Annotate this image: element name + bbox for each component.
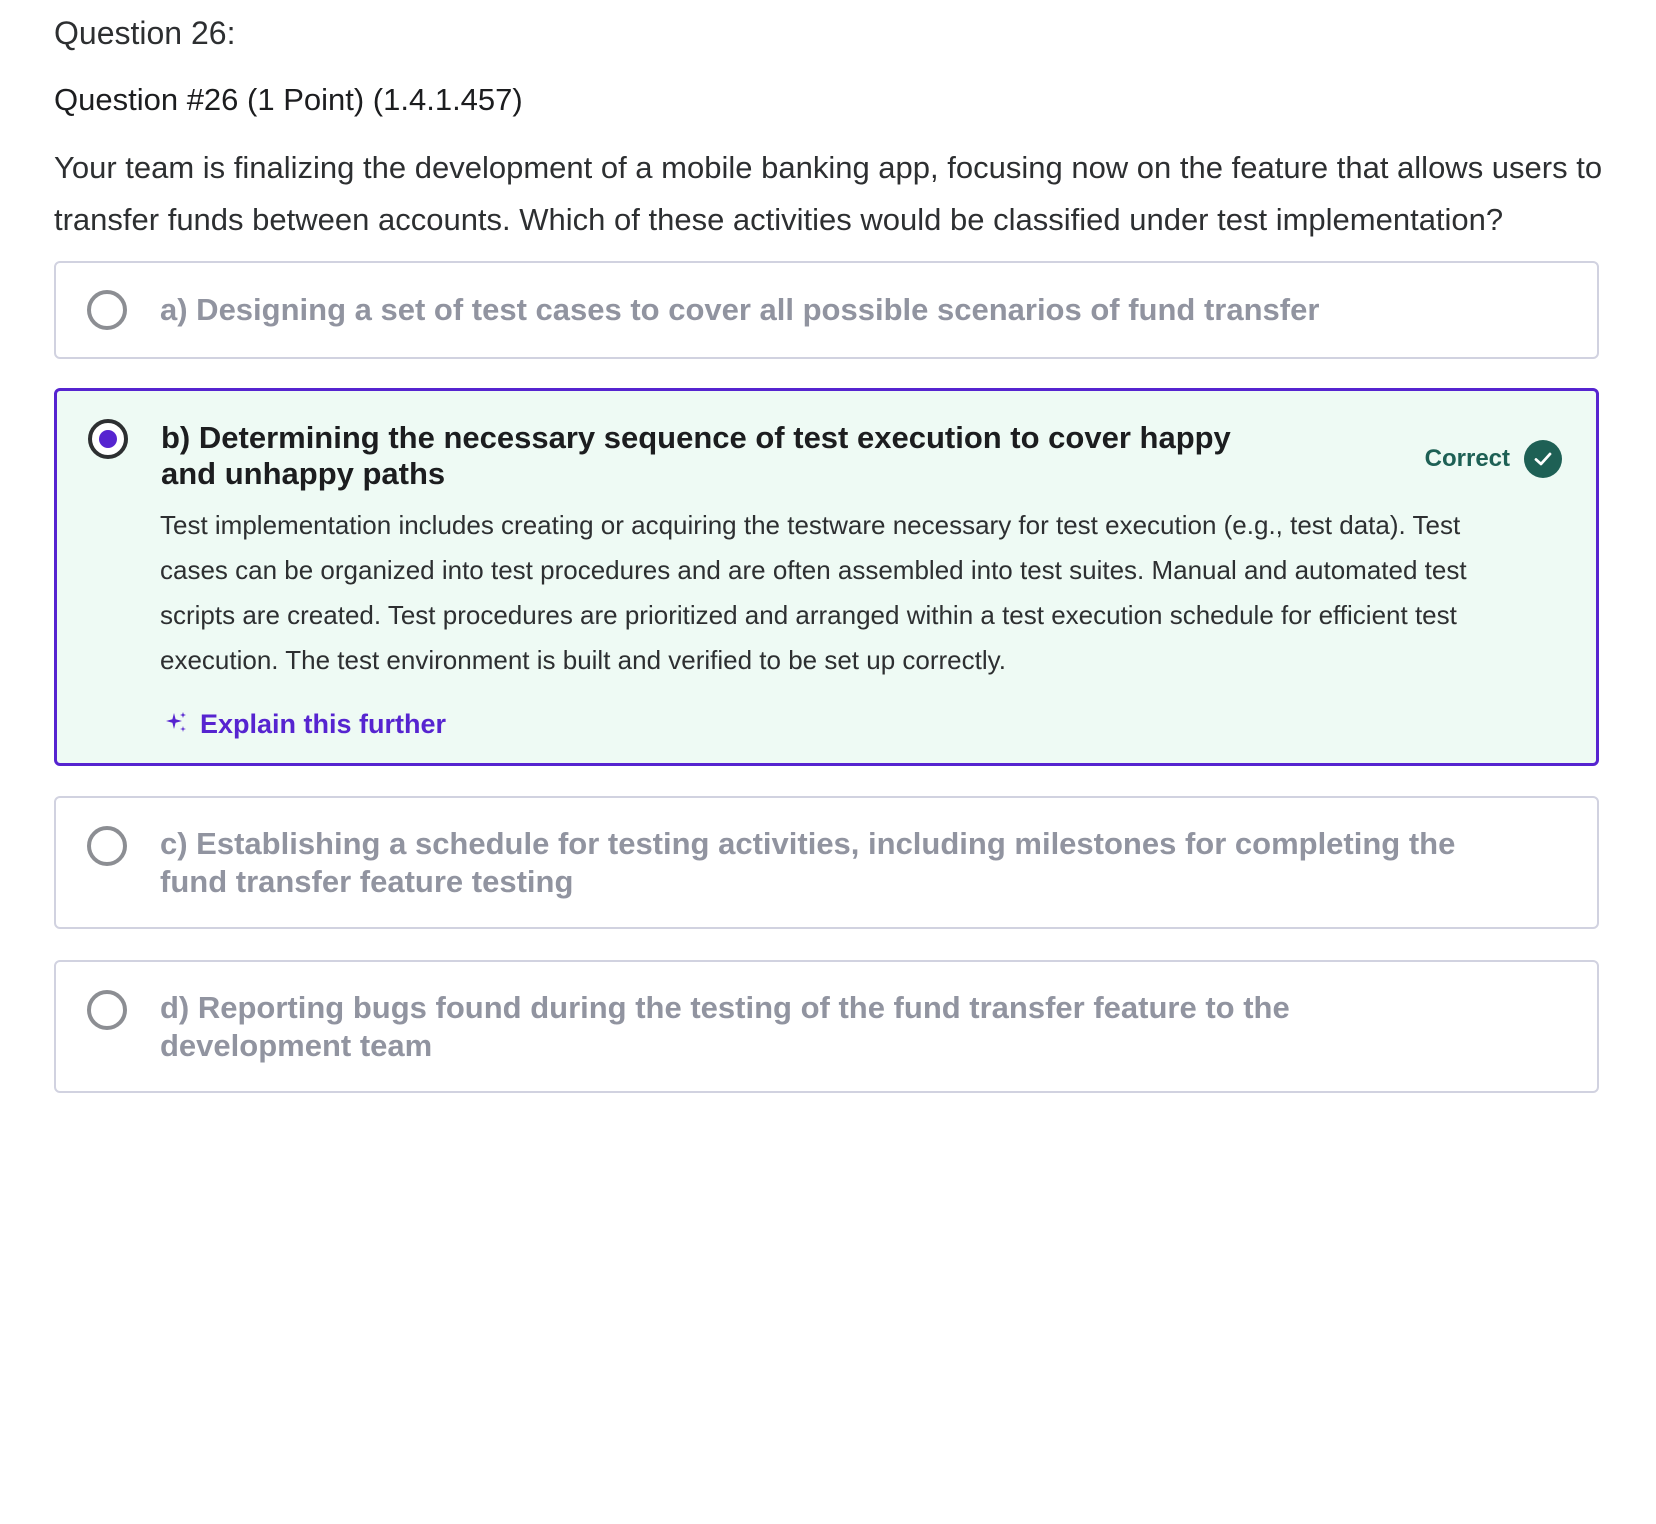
explain-further-label: Explain this further	[200, 709, 447, 739]
radio-selected-dot	[99, 430, 117, 448]
correct-label: Correct	[1424, 445, 1510, 472]
answer-option-d[interactable]	[54, 960, 1599, 1093]
correct-indicator	[1425, 440, 1562, 478]
radio-button-b[interactable]	[88, 419, 128, 459]
answer-option-c-text: c) Establishing a schedule for testing activities, including milestones for completing the fund transfer feature testing	[160, 826, 1456, 899]
question-prompt: Your team is finalizing the development of a mobile banking app, focusing now on the feature that allows users to transfer funds between accounts. Which of these activities would be classified under test implementation?	[54, 150, 1603, 237]
sparkle-icon	[164, 710, 188, 739]
answer-option-b[interactable]	[54, 388, 1599, 766]
radio-button-a[interactable]	[87, 290, 127, 330]
answer-option-d-text: d) Reporting bugs found during the testing of the fund transfer feature to the development team	[160, 990, 1290, 1063]
check-circle-icon	[1524, 440, 1562, 478]
question-header: Question #26 (1 Point) (1.4.1.457)	[54, 82, 523, 117]
answer-option-c[interactable]	[54, 796, 1599, 929]
answer-option-b-text: b) Determining the necessary sequence of test execution to cover happy and unhappy paths	[161, 420, 1231, 491]
answer-explanation: Test implementation includes creating or acquiring the testware necessary for test execution (e.g., test data). Test cases can be organized into test procedures and are often assembled into test suites. Manual and automated test scripts are created. Test procedures are prioritized and arranged within a test execution schedule for efficient test execution. The test environment is built and verified to be set up correctly.	[160, 510, 1467, 675]
radio-button-d[interactable]	[87, 990, 127, 1030]
answer-option-a[interactable]	[54, 261, 1599, 359]
question-number-label: Question 26:	[54, 15, 236, 51]
radio-button-c[interactable]	[87, 826, 127, 866]
explain-further-button[interactable]	[164, 709, 446, 740]
answer-option-a-text: a) Designing a set of test cases to cover all possible scenarios of fund transfer	[160, 292, 1320, 327]
